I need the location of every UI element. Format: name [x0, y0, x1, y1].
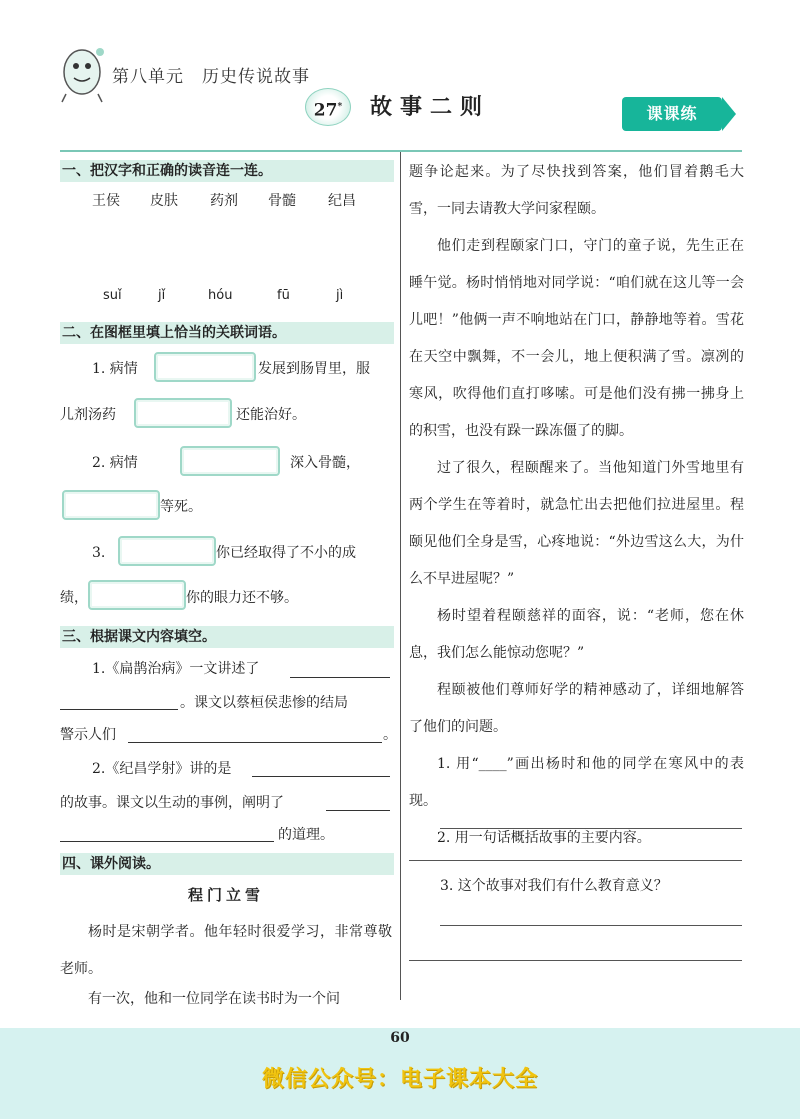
s2-q2-answer-box-1[interactable]	[180, 446, 280, 476]
pinyin-4: fū	[277, 288, 290, 303]
reading-q2: 2. 用一句话概括故事的主要内容。	[437, 830, 651, 846]
s2-q3-text-b: 绩，	[60, 590, 88, 606]
header-divider	[60, 150, 742, 152]
story-left-p2: 有一次，他和一位同学在读书时为一个问	[88, 991, 340, 1007]
q2-answer-line-2[interactable]	[409, 860, 742, 861]
s2-q3-label: 3.	[92, 545, 106, 561]
pinyin-1: suǐ	[103, 288, 122, 303]
story-p4: 程颐被他们尊师好学的精神感动了，详细地解答了他们的问题。	[409, 682, 744, 735]
s2-q3-answer-box-2[interactable]	[88, 580, 186, 610]
s3-q2-blank-2[interactable]	[326, 810, 390, 811]
word-2: 皮肤	[150, 193, 178, 209]
story-title: 程门立雪	[187, 886, 264, 904]
page-number: 60	[390, 1030, 410, 1046]
story-p2: 过了很久，程颐醒来了。当他知道门外雪地里有两个学生在等着时，就急忙出去把他们拉进屋里。程颐见他们全身是雪，心疼地说：“外边雪这么大，为什么不早进屋呢？”	[409, 460, 744, 587]
s2-q2-answer-box-2[interactable]	[62, 490, 160, 520]
pinyin-2: jǐ	[158, 288, 166, 303]
q3-answer-line-2[interactable]	[409, 960, 742, 961]
s3-q2-text-a: 2.《纪昌学射》讲的是	[92, 761, 232, 777]
q3-answer-line-1[interactable]	[440, 925, 742, 926]
story-p0: 题争论起来。为了尽快找到答案，他们冒着鹅毛大雪，一同去请教大学问家程颐。	[409, 164, 744, 217]
pinyin-3: hóu	[208, 288, 233, 303]
s3-q2-blank-1[interactable]	[252, 776, 390, 777]
s2-q3-text-a: 你已经取得了不小的成	[216, 545, 356, 561]
s2-q3-text-c: 你的眼力还不够。	[186, 590, 298, 606]
section4-title: 四、课外阅读。	[60, 853, 394, 875]
s2-q2-text-a: 深入骨髓，	[290, 455, 360, 471]
pinyin-5: jì	[336, 288, 344, 303]
s2-q1-text-c: 还能治好。	[236, 407, 306, 423]
s2-q2-text-b: 等死。	[160, 499, 202, 515]
s3-q1-text-d: 。	[383, 727, 397, 743]
word-5: 纪昌	[328, 193, 356, 209]
practice-badge: 课课练	[622, 97, 722, 131]
mascot-illustration	[56, 42, 112, 104]
lesson-title: 故事二则	[370, 94, 491, 120]
s3-q2-blank-3[interactable]	[60, 841, 274, 842]
s2-q3-answer-box-1[interactable]	[118, 536, 216, 566]
s3-q1-blank-1[interactable]	[290, 677, 390, 678]
s3-q1-blank-3[interactable]	[128, 742, 382, 743]
s3-q2-text-c: 的道理。	[278, 827, 334, 843]
s2-q1-answer-box-2[interactable]	[134, 398, 232, 428]
word-1: 王侯	[92, 193, 120, 209]
word-4: 骨髓	[268, 193, 296, 209]
s2-q1-text-a: 发展到肠胃里，服	[258, 361, 370, 377]
s3-q2-text-b: 的故事。课文以生动的事例，阐明了	[60, 795, 284, 811]
s2-q1-text-b: 儿剂汤药	[60, 407, 116, 423]
s3-q1-text-b: 。课文以蔡桓侯悲惨的结局	[180, 695, 348, 711]
section1-title: 一、把汉字和正确的读音连一连。	[60, 160, 394, 182]
unit-title: 第八单元 历史传说故事	[112, 67, 310, 87]
q2-answer-line-1[interactable]	[440, 828, 742, 829]
s2-q2-label: 2. 病情	[92, 455, 138, 471]
section2-title: 二、在图框里填上恰当的关联词语。	[60, 322, 394, 344]
story-left-p1: 杨时是宋朝学者。他年轻时很爱学习，非常尊敬老师。	[60, 924, 392, 977]
s3-q1-text-a: 1.《扁鹊治病》一文讲述了	[92, 661, 260, 677]
s3-q1-blank-2[interactable]	[60, 709, 178, 710]
word-3: 药剂	[210, 193, 238, 209]
story-p3: 杨时望着程颐慈祥的面容，说：“老师，您在休息，我们怎么能惊动您呢？”	[409, 608, 744, 661]
lesson-number: 27*	[305, 88, 351, 126]
reading-q1: 1. 用“____”画出杨时和他的同学在寒风中的表现。	[409, 756, 744, 809]
s3-q1-text-c: 警示人们	[60, 727, 116, 743]
reading-q3: 3. 这个故事对我们有什么教育意义？	[440, 878, 668, 894]
column-divider	[400, 152, 401, 1000]
wechat-watermark: 微信公众号：电子课本大全	[261, 1067, 538, 1092]
s2-q1-label: 1. 病情	[92, 361, 138, 377]
s2-q1-answer-box-1[interactable]	[154, 352, 256, 382]
section3-title: 三、根据课文内容填空。	[60, 626, 394, 648]
story-right-text	[409, 154, 744, 857]
story-p1: 他们走到程颐家门口，守门的童子说，先生正在睡午觉。杨时悄悄地对同学说：“咱们就在这儿等一会儿吧！”他俩一声不响地站在门口，静静地等着。雪花在天空中飘舞，不一会儿，地上便积满了雪。凛冽的寒风，吹得他们直打哆嗦。可是他们没有拂一拂身上的积雪，也没有跺一跺冻僵了的脚。	[409, 238, 744, 439]
